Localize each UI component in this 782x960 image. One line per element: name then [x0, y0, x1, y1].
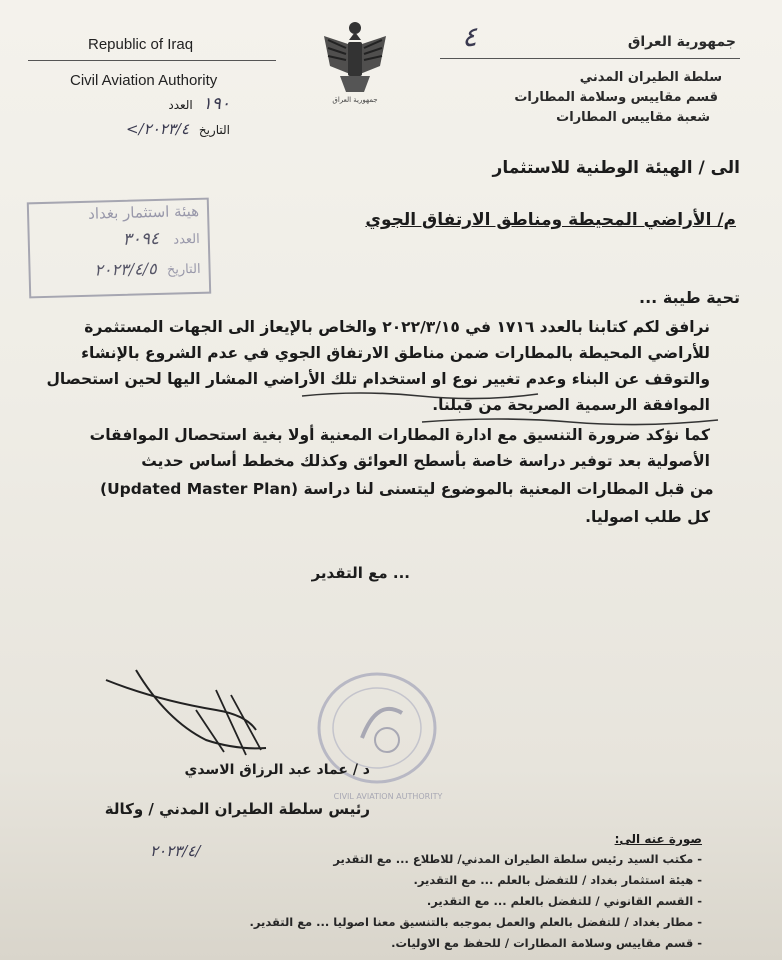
round-stamp-text: CIVIL AVIATION AUTHORITY	[333, 792, 443, 801]
copy-to-item: - هيئة استثمار بغداد / للتفضل بالعلم ... مع التقدير.	[413, 873, 702, 887]
body-line: (Updated Master Plan) من قبل المطارات المعنية بالموضوع ليتسنى لنا دراسة	[100, 480, 714, 498]
signature-scribble-icon	[96, 660, 276, 760]
emblem-caption: جمهورية العراق	[332, 96, 378, 104]
header-handwritten-number: ٤	[462, 20, 478, 53]
incoming-stamp-number-value: ٣٠٩٤	[122, 228, 160, 250]
copy-to-item: - قسم مقاييس وسلامة المطارات / للحفظ مع الاوليات.	[391, 936, 702, 950]
subject-line: م/ الأراضي المحيطة ومناطق الارتفاق الجوي	[365, 210, 736, 230]
incoming-stamp-date-value: ٢٠٢٣/٤/٥	[94, 259, 157, 280]
incoming-stamp-number	[34, 228, 200, 252]
closing: ... مع التقدير	[311, 564, 410, 582]
copy-to-item: - مطار بغداد / للتفضل بالعلم والعمل بموجبه بالتنسيق معنا اصوليا ... مع التقدير.	[249, 915, 702, 929]
incoming-stamp	[27, 198, 211, 299]
header-divider-right	[440, 58, 740, 59]
copy-to-item: - مكتب السيد رئيس سلطة الطيران المدني/ للاطلاع ... مع التقدير	[333, 852, 702, 866]
emblem	[318, 14, 392, 110]
body-line: كل طلب اصوليا.	[585, 508, 710, 526]
body-line: والتوقف عن البناء وعدم تغيير نوع او استخدام تلك الأراضي المشار اليها لحين استحصال	[46, 370, 710, 388]
body-line: نرافق لكم كتابنا بالعدد ١٧١٦ في ٢٠٢٢/٣/١٥ والخاص بالإيعاز الى الجهات المستثمرة	[84, 318, 710, 336]
header-country-en: Republic of Iraq	[88, 36, 194, 53]
copy-to-heading: صورة عنه الى:	[614, 832, 702, 846]
greeting: تحية طيبة ...	[639, 288, 740, 307]
incoming-stamp-number-label: العدد	[173, 231, 200, 248]
date-value: ٢٠٢٣/٤/>	[126, 120, 190, 138]
signatory-title: رئيس سلطة الطيران المدني / وكالة	[104, 800, 370, 818]
copy-to-item: - القسم القانوني / للتفضل بالعلم ... مع التقدير.	[426, 894, 702, 908]
signatory-name: د / عماد عبد الرزاق الاسدي	[184, 762, 370, 778]
body-line: الموافقة الرسمية الصريحة من قبلنا.	[432, 396, 710, 414]
header-authority-en: Civil Aviation Authority	[70, 72, 218, 89]
body-line: للأراضي المحيطة بالمطارات ضمن مناطق الارتفاق الجوي في عدم الشروع بالإنشاء	[81, 344, 710, 362]
header-country-ar: جمهورية العراق	[627, 34, 736, 50]
header-division-ar: شعبة مقاييس المطارات	[556, 110, 710, 125]
incoming-stamp-org: هيئة استثمار بغداد	[87, 201, 200, 223]
body-line: الأصولية بعد توفير دراسة خاصة بأسطح العوائق وكذلك مخطط أساس حديث	[141, 452, 710, 470]
number-field	[120, 94, 230, 114]
number-value: ١٩٠	[202, 94, 230, 114]
header-department-ar: قسم مقاييس وسلامة المطارات	[514, 90, 718, 105]
handwritten-underline	[300, 388, 540, 402]
handwritten-underline	[420, 414, 720, 428]
number-label: العدد	[168, 98, 193, 112]
date-label: التاريخ	[198, 123, 230, 137]
incoming-stamp-date	[34, 258, 200, 281]
header-authority-ar: سلطة الطيران المدني	[579, 70, 722, 85]
signature-date: ٢٠٢٣/٤/	[150, 842, 201, 860]
incoming-stamp-date-label: التاريخ	[166, 261, 201, 278]
body-line: كما نؤكد ضرورة التنسيق مع ادارة المطارات المعنية أولا بغية استحصال الموافقات	[89, 426, 710, 444]
header-divider-left	[28, 60, 276, 61]
date-field	[80, 120, 230, 138]
recipient-line: الى / الهيئة الوطنية للاستثمار	[492, 158, 740, 178]
